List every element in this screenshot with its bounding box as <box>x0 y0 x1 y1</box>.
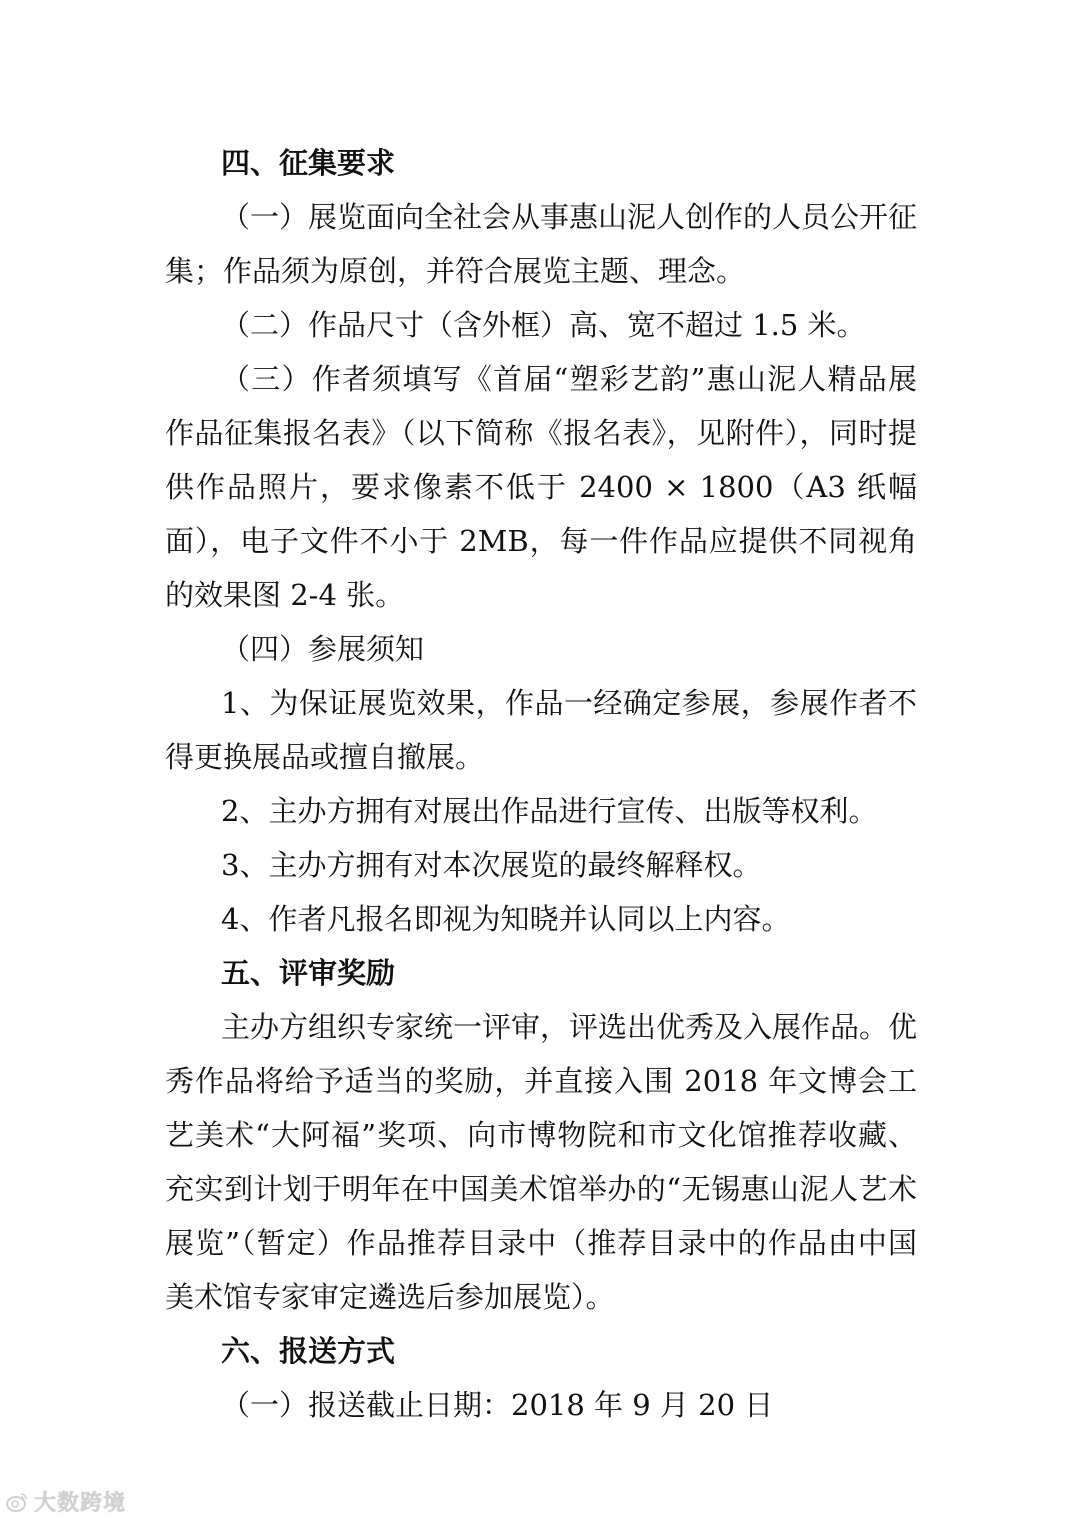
paragraph-notice-item-4: 4、作者凡报名即视为知晓并认同以上内容。 <box>221 902 791 936</box>
weibo-style-logo-icon <box>6 1491 28 1513</box>
paragraph-notice-item-2: 2、主办方拥有对展出作品进行宣传、出版等权利。 <box>221 794 878 828</box>
paragraph-exhibition-notice-title: （四）参展须知 <box>221 632 425 666</box>
paragraph-registration-form: （三）作者须填写《首届“塑彩艺韵”惠山泥人精品展作品征集报名表》（以下简称《报名表》，见附件），同时提供作品照片，要求像素不低于 2400 × 1800（A3 纸幅面），电子文件不小于 2MB，每一件作品应提供不同视角的效果图 2-4 张。 <box>165 362 917 612</box>
paragraph-size-limit: （二）作品尺寸（含外框）高、宽不超过 1.5 米。 <box>221 308 866 342</box>
section-heading-review-awards: 五、评审奖励 <box>221 956 396 990</box>
watermark <box>6 1486 126 1517</box>
paragraph-notice-item-3: 3、主办方拥有对本次展览的最终解释权。 <box>221 848 762 882</box>
paragraph-notice-item-1: 1、为保证展览效果，作品一经确定参展，参展作者不得更换展品或擅自撤展。 <box>165 686 917 774</box>
section-heading-collection-requirements: 四、征集要求 <box>221 146 396 180</box>
paragraph-review-process: 主办方组织专家统一评审，评选出优秀及入展作品。优秀作品将给予适当的奖励，并直接入围 2018 年文博会工艺美术“大阿福”奖项、向市博物院和市文化馆推荐收藏、充实到计划于明年在中国美术馆举办的“无锡惠山泥人艺术展览”（暂定）作品推荐目录中（推荐目录中的作品由中国美术馆专家审定遴选后参加展览）。 <box>165 1010 918 1314</box>
watermark-text: 大数跨境 <box>34 1491 127 1516</box>
paragraph-open-collection: （一）展览面向全社会从事惠山泥人创作的人员公开征集；作品须为原创，并符合展览主题、理念。 <box>165 200 918 288</box>
section-heading-submission-method: 六、报送方式 <box>221 1334 396 1368</box>
paragraph-deadline: （一）报送截止日期：2018 年 9 月 20 日 <box>221 1388 774 1422</box>
document-body <box>165 136 917 1432</box>
